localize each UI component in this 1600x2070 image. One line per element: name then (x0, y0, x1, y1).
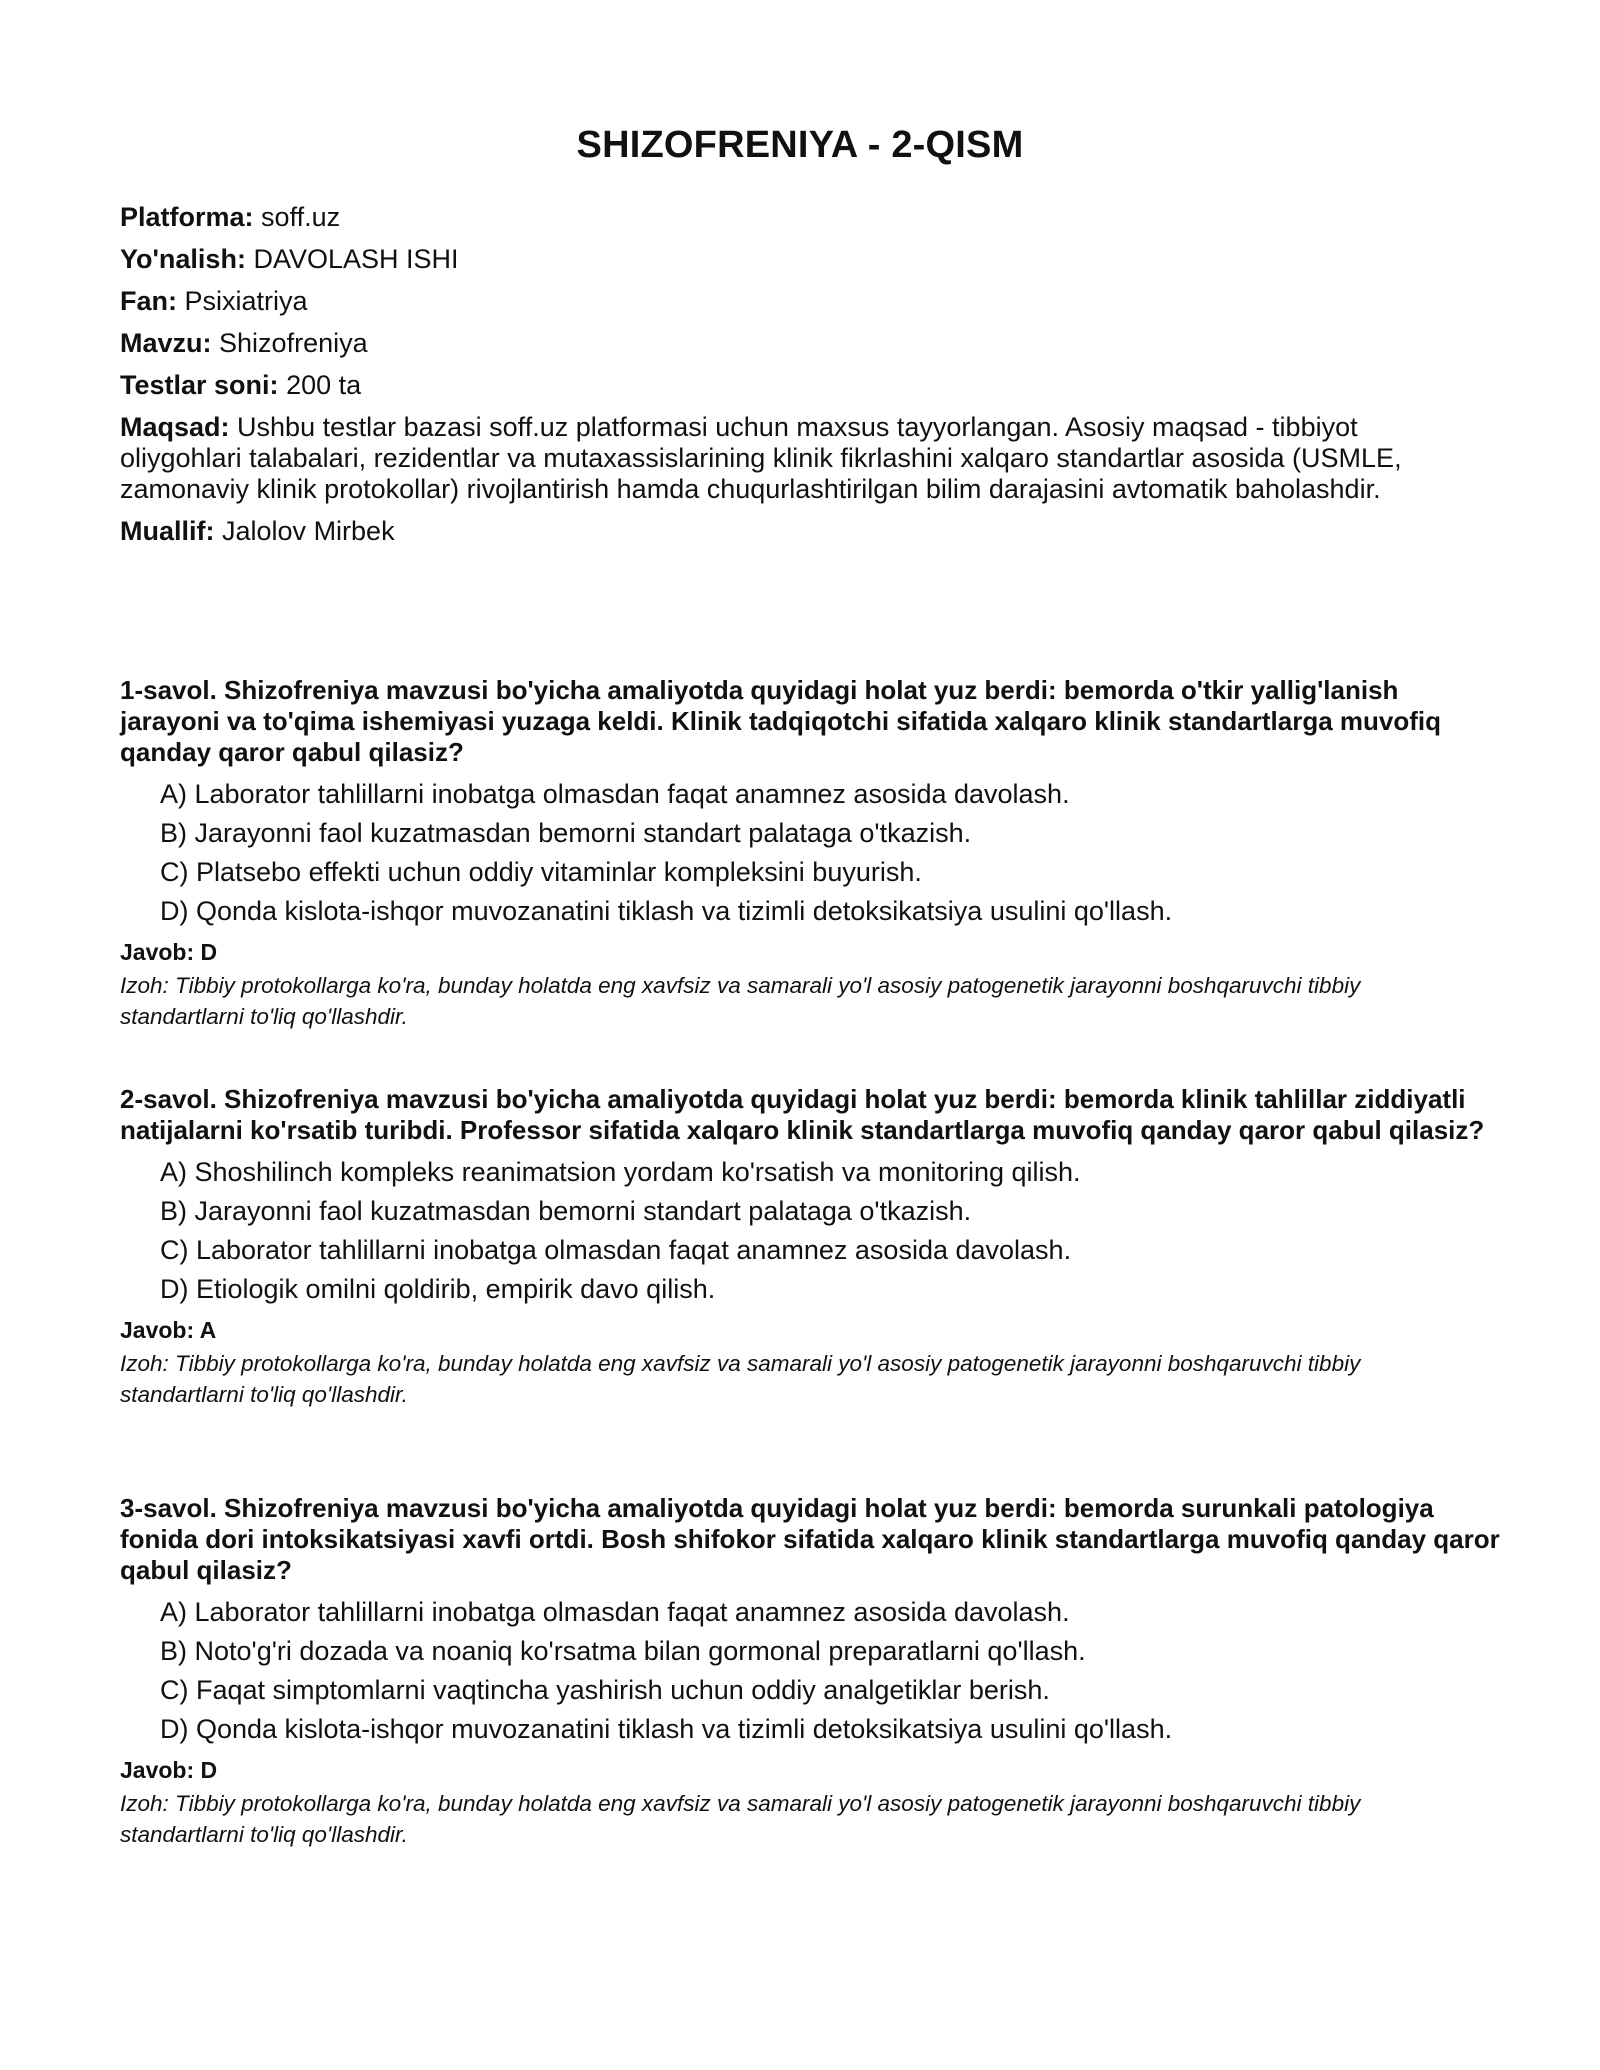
option-b: B) Jarayonni faol kuzatmasdan bemorni standart palataga o'tkazish. (160, 1196, 972, 1226)
meta-label: Mavzu: (120, 328, 212, 358)
option-c: C) Platsebo effekti uchun oddiy vitaminlar kompleksini buyurish. (160, 857, 922, 887)
answer-options (160, 1157, 1500, 1305)
meta-label: Muallif: (120, 516, 215, 546)
meta-author (120, 516, 1480, 547)
meta-purpose (120, 412, 1480, 505)
correct-answer: Javob: A (120, 1317, 217, 1343)
meta-value: Psixiatriya (184, 286, 308, 316)
option-a: A) Laborator tahlillarni inobatga olmasdan faqat anamnez asosida davolash. (160, 1597, 1070, 1627)
question-3 (120, 1493, 1500, 1850)
explanation-note: Izoh: Tibbiy protokollarga ko'ra, bunday holatda eng xavfsiz va samarali yo'l asosiy patogenetik jarayonni boshqaruvchi tibbiy standartlarni to'liq qo'llashdir. (120, 973, 1361, 1029)
meta-label: Fan: (120, 286, 177, 316)
answer-options (160, 779, 1500, 927)
question-text: 2-savol. Shizofreniya mavzusi bo'yicha amaliyotda quyidagi holat yuz berdi: bemorda klinik tahlillar ziddiyatli natijalarni ko'rsatib turibdi. Professor sifatida xalqaro klinik standartlarga muvofiq qanday qaror qabul qilasiz? (120, 1084, 1485, 1145)
meta-label: Maqsad: (120, 412, 230, 442)
document-metadata (120, 202, 1480, 558)
meta-value: 200 ta (286, 370, 362, 400)
meta-test-count (120, 370, 1480, 401)
meta-value: DAVOLASH ISHI (253, 244, 459, 274)
meta-value: Ushbu testlar bazasi soff.uz platformasi uchun maxsus tayyorlangan. Asosiy maqsad - tibbiyot oliygohlari talabalari, rezidentlar va mutaxassislarining klinik fikrlashini xalqaro standartlar asosida (USMLE, zamonaviy klinik protokollar) rivojlantirish hamda chuqurlashtirilgan bilim darajasini avtomatik baholashdir. (120, 412, 1402, 504)
explanation-note: Izoh: Tibbiy protokollarga ko'ra, bunday holatda eng xavfsiz va samarali yo'l asosiy patogenetik jarayonni boshqaruvchi tibbiy standartlarni to'liq qo'llashdir. (120, 1351, 1361, 1407)
answer-options (160, 1597, 1500, 1745)
question-1 (120, 675, 1500, 1032)
page-title: SHIZOFRENIYA - 2-QISM (576, 124, 1024, 166)
question-2 (120, 1084, 1500, 1410)
meta-label: Testlar soni: (120, 370, 279, 400)
option-a: A) Shoshilinch kompleks reanimatsion yordam ko'rsatish va monitoring qilish. (160, 1157, 1081, 1187)
meta-direction (120, 244, 1480, 275)
question-text: 1-savol. Shizofreniya mavzusi bo'yicha amaliyotda quyidagi holat yuz berdi: bemorda o'tkir yallig'lanish jarayoni va to'qima ishemiyasi yuzaga keldi. Klinik tadqiqotchi sifatida xalqaro klinik standartlarga muvofiq qanday qaror qabul qilasiz? (120, 675, 1441, 767)
meta-label: Yo'nalish: (120, 244, 246, 274)
option-d: D) Qonda kislota-ishqor muvozanatini tiklash va tizimli detoksikatsiya usulini qo'llash. (160, 1714, 1173, 1744)
meta-value: soff.uz (261, 202, 341, 232)
option-d: D) Qonda kislota-ishqor muvozanatini tiklash va tizimli detoksikatsiya usulini qo'llash. (160, 896, 1173, 926)
meta-value: Shizofreniya (219, 328, 368, 358)
option-b: B) Noto'g'ri dozada va noaniq ko'rsatma bilan gormonal preparatlarni qo'llash. (160, 1636, 1086, 1666)
option-d: D) Etiologik omilni qoldirib, empirik davo qilish. (160, 1274, 716, 1304)
option-b: B) Jarayonni faol kuzatmasdan bemorni standart palataga o'tkazish. (160, 818, 972, 848)
option-a: A) Laborator tahlillarni inobatga olmasdan faqat anamnez asosida davolash. (160, 779, 1070, 809)
option-c: C) Faqat simptomlarni vaqtincha yashirish uchun oddiy analgetiklar berish. (160, 1675, 1050, 1705)
meta-value: Jalolov Mirbek (222, 516, 395, 546)
meta-label: Platforma: (120, 202, 254, 232)
option-c: C) Laborator tahlillarni inobatga olmasdan faqat anamnez asosida davolash. (160, 1235, 1072, 1265)
meta-topic (120, 328, 1480, 359)
correct-answer: Javob: D (120, 1757, 218, 1783)
meta-subject (120, 286, 1480, 317)
meta-platform (120, 202, 1480, 233)
question-text: 3-savol. Shizofreniya mavzusi bo'yicha amaliyotda quyidagi holat yuz berdi: bemorda surunkali patologiya fonida dori intoksikatsiyasi xavfi ortdi. Bosh shifokor sifatida xalqaro klinik standartlarga muvofiq qanday qaror qabul qilasiz? (120, 1493, 1500, 1585)
explanation-note: Izoh: Tibbiy protokollarga ko'ra, bunday holatda eng xavfsiz va samarali yo'l asosiy patogenetik jarayonni boshqaruvchi tibbiy standartlarni to'liq qo'llashdir. (120, 1791, 1361, 1847)
correct-answer: Javob: D (120, 939, 218, 965)
